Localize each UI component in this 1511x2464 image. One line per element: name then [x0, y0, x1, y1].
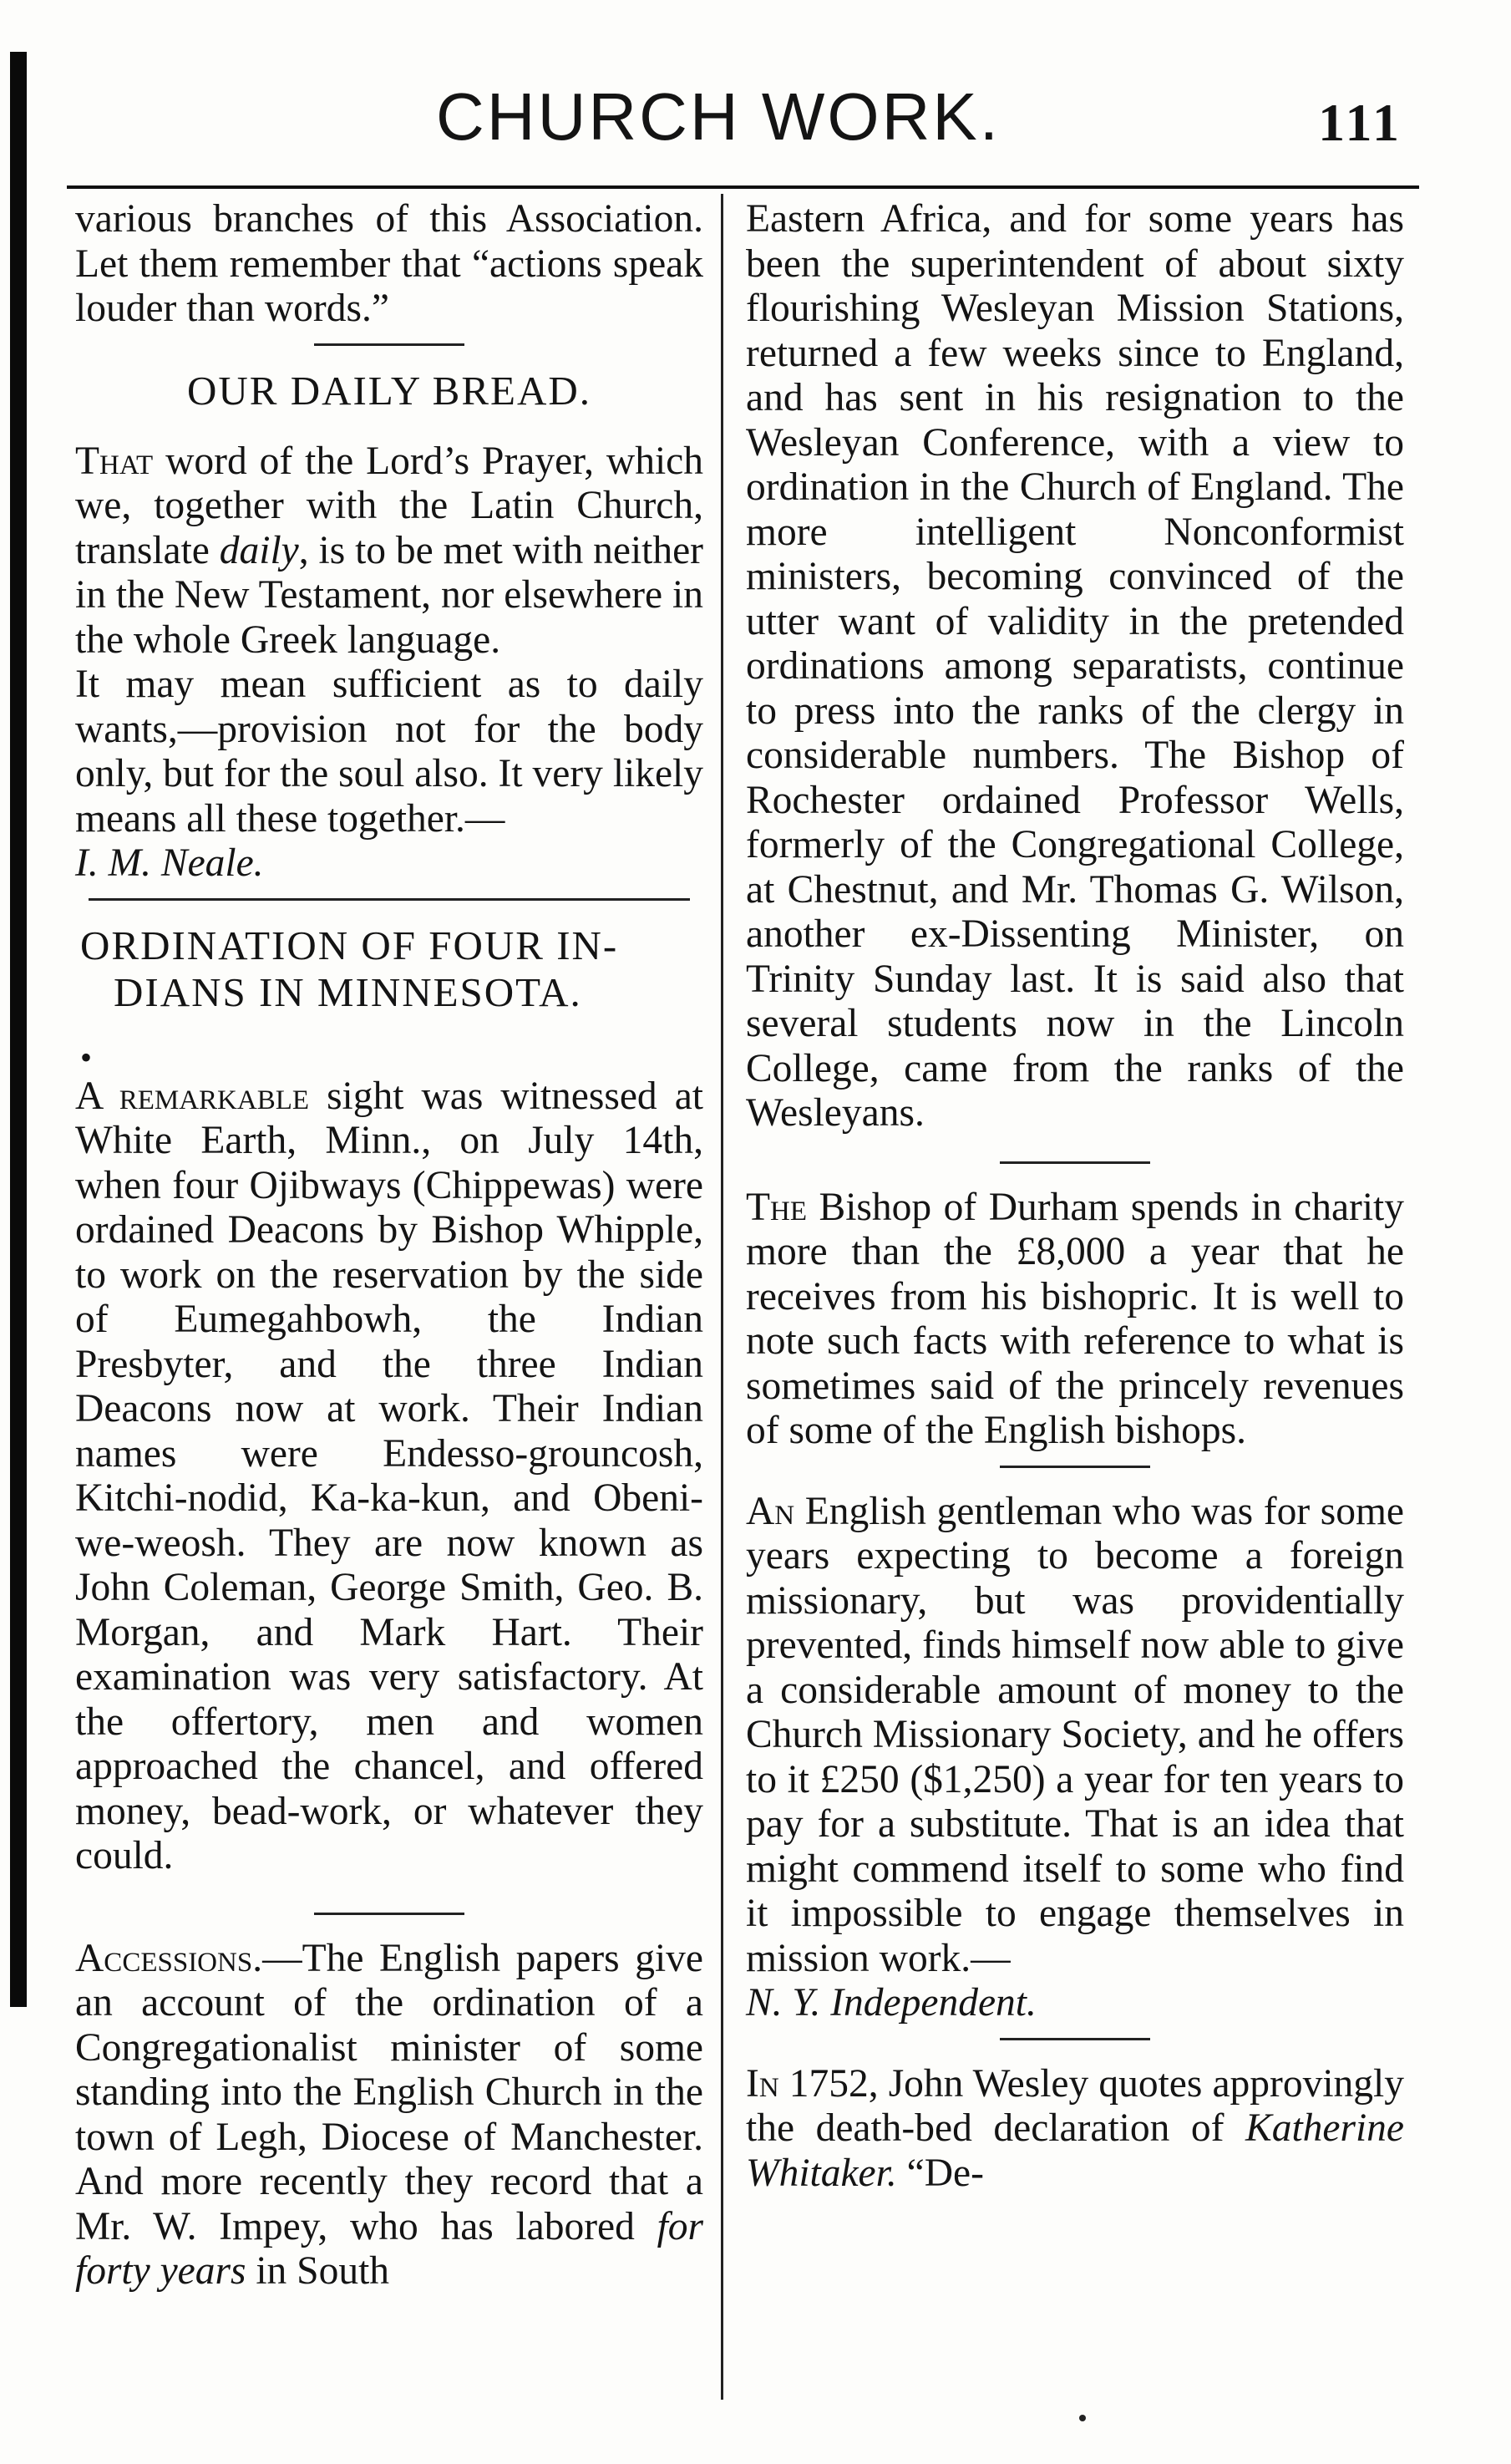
intro-paragraph: various branches of this Association. Let them remember that “actions speak louder than words.”	[75, 197, 703, 330]
text-run: , is to be met with neither in the New Testament, nor elsewhere in the whole Greek language.	[75, 528, 703, 662]
bullet-mark: •	[80, 1038, 93, 1076]
gentleman-paragraph	[746, 1490, 1404, 1982]
italic-run: Katherine Whitaker.	[746, 2106, 1404, 2195]
text-run: Bishop of Durham spends in charity more than the £8,000 a year that he receives from his bishopric. It is well to note such facts with reference to what is sometimes said of the princely revenues of some of the English bishops.	[746, 1185, 1404, 1452]
italic-run: for forty years	[75, 2204, 703, 2293]
running-header-title: CHURCH WORK.	[436, 79, 1001, 154]
page-number: 111	[1318, 93, 1402, 152]
section-heading-daily-bread: OUR DAILY BREAD.	[187, 367, 591, 414]
left-column	[75, 197, 703, 2294]
text-run: word of the Lord’s Prayer, which we, together with the Latin Church, translate	[75, 439, 703, 572]
section-rule	[314, 343, 464, 346]
text-run: It may mean sufficient as to daily wants,—provision not for the body only, but for the soul also. It very likely means all these together.—	[75, 663, 703, 841]
durham-paragraph	[746, 1186, 1404, 1454]
print-speck	[1079, 2415, 1086, 2421]
daily-bread-signature	[75, 841, 703, 887]
signature: I. M. Neale.	[75, 841, 264, 885]
column-divider	[721, 194, 723, 2400]
continued-paragraph: Eastern Africa, and for some years has been the superintendent of about sixty flourishing Wesleyan Mission Stations, returned a few weeks since to England, and has sent in his resignation to the Wesleyan Conference, with a view to ordination in the Church of England. The more intelligent Nonconformist ministers, becoming convinced of the utter want of validity in the pretended ordinations among separatists, continue to press into the ranks of the clergy in considerable numbers. The Bishop of Rochester ordained Professor Wells, formerly of the Congregational College, at Chestnut, and Mr. Thomas G. Wilson, another ex-Dissenting Minister, on Trinity Sunday last. It is said also that several students now in the Lincoln College, came from the ranks of the Wesleyans.	[746, 197, 1404, 1135]
right-column	[746, 197, 1404, 2196]
signature: N. Y. Independent.	[746, 1981, 1037, 2025]
accessions-paragraph	[75, 1937, 703, 2294]
section-rule	[1000, 1161, 1150, 1164]
heading-line-1: ORDINATION OF FOUR IN-	[80, 922, 619, 968]
section-rule	[314, 1913, 464, 1915]
wesley-paragraph	[746, 2062, 1404, 2197]
lead-word: The	[746, 1185, 808, 1229]
text-run: in South	[246, 2249, 390, 2293]
section-heading-ordination	[75, 922, 703, 1016]
binding-edge-bar	[10, 52, 27, 2007]
section-rule	[89, 898, 690, 901]
daily-bread-paragraph-1	[75, 439, 703, 663]
text-run: 1752, John Wesley quotes approvingly the death-bed declaration of	[746, 2061, 1404, 2150]
header-rule	[67, 185, 1419, 189]
lead-word: An	[746, 1489, 795, 1533]
text-run: —The English papers give an account of the ordination of a Congregationalist minister of some standing into the English Church in the town of Legh, Diocese of Manchester. And more recently they record that a Mr. W. Impey, who has labored	[75, 1936, 703, 2248]
text-run: English gentleman who was for some years expecting to become a foreign missionary, but was providentially prevented, finds himself now able to give a considerable amount of money to the Church Missionary Society, and he offers to it £250 ($1,250) a year for ten years to pay for a substitute. That is an idea that might commend itself to some who find it impossible to engage themselves in mission work.—	[746, 1489, 1404, 1980]
text-run: sight was witnessed at White Earth, Minn., on July 14th, when four Ojibways (Chippewas) were ordained Deacons by Bishop Whipple, to work on the reservation by the side of Eumegahbowh, the Indian Presbyter, and the three Indian Deacons now at work. Their Indian names were Endesso-grouncosh, Kitchi-nodid, Ka-ka-kun, and Obeni-we-weosh. They are now known as John Coleman, George Smith, Geo. B. Morgan, and Mark Hart. Their examination was very satisfactory. At the offertory, men and women approached the chancel, and offered money, bead-work, or whatever they could.	[75, 1074, 703, 1877]
italic-run: daily	[219, 528, 299, 572]
lead-word: That	[75, 439, 154, 483]
lead-word: Accessions.	[75, 1936, 263, 1980]
section-rule	[1000, 1466, 1150, 1468]
section-rule	[1000, 2038, 1150, 2040]
daily-bread-paragraph-2	[75, 663, 703, 841]
gentleman-signature	[746, 1981, 1404, 2026]
ordination-paragraph	[75, 1075, 703, 1879]
text-run: “De-	[896, 2151, 984, 2195]
lead-word: In	[746, 2061, 779, 2106]
heading-line-2: DIANS IN MINNESOTA.	[114, 968, 582, 1015]
lead-word: A remarkable	[75, 1074, 310, 1118]
